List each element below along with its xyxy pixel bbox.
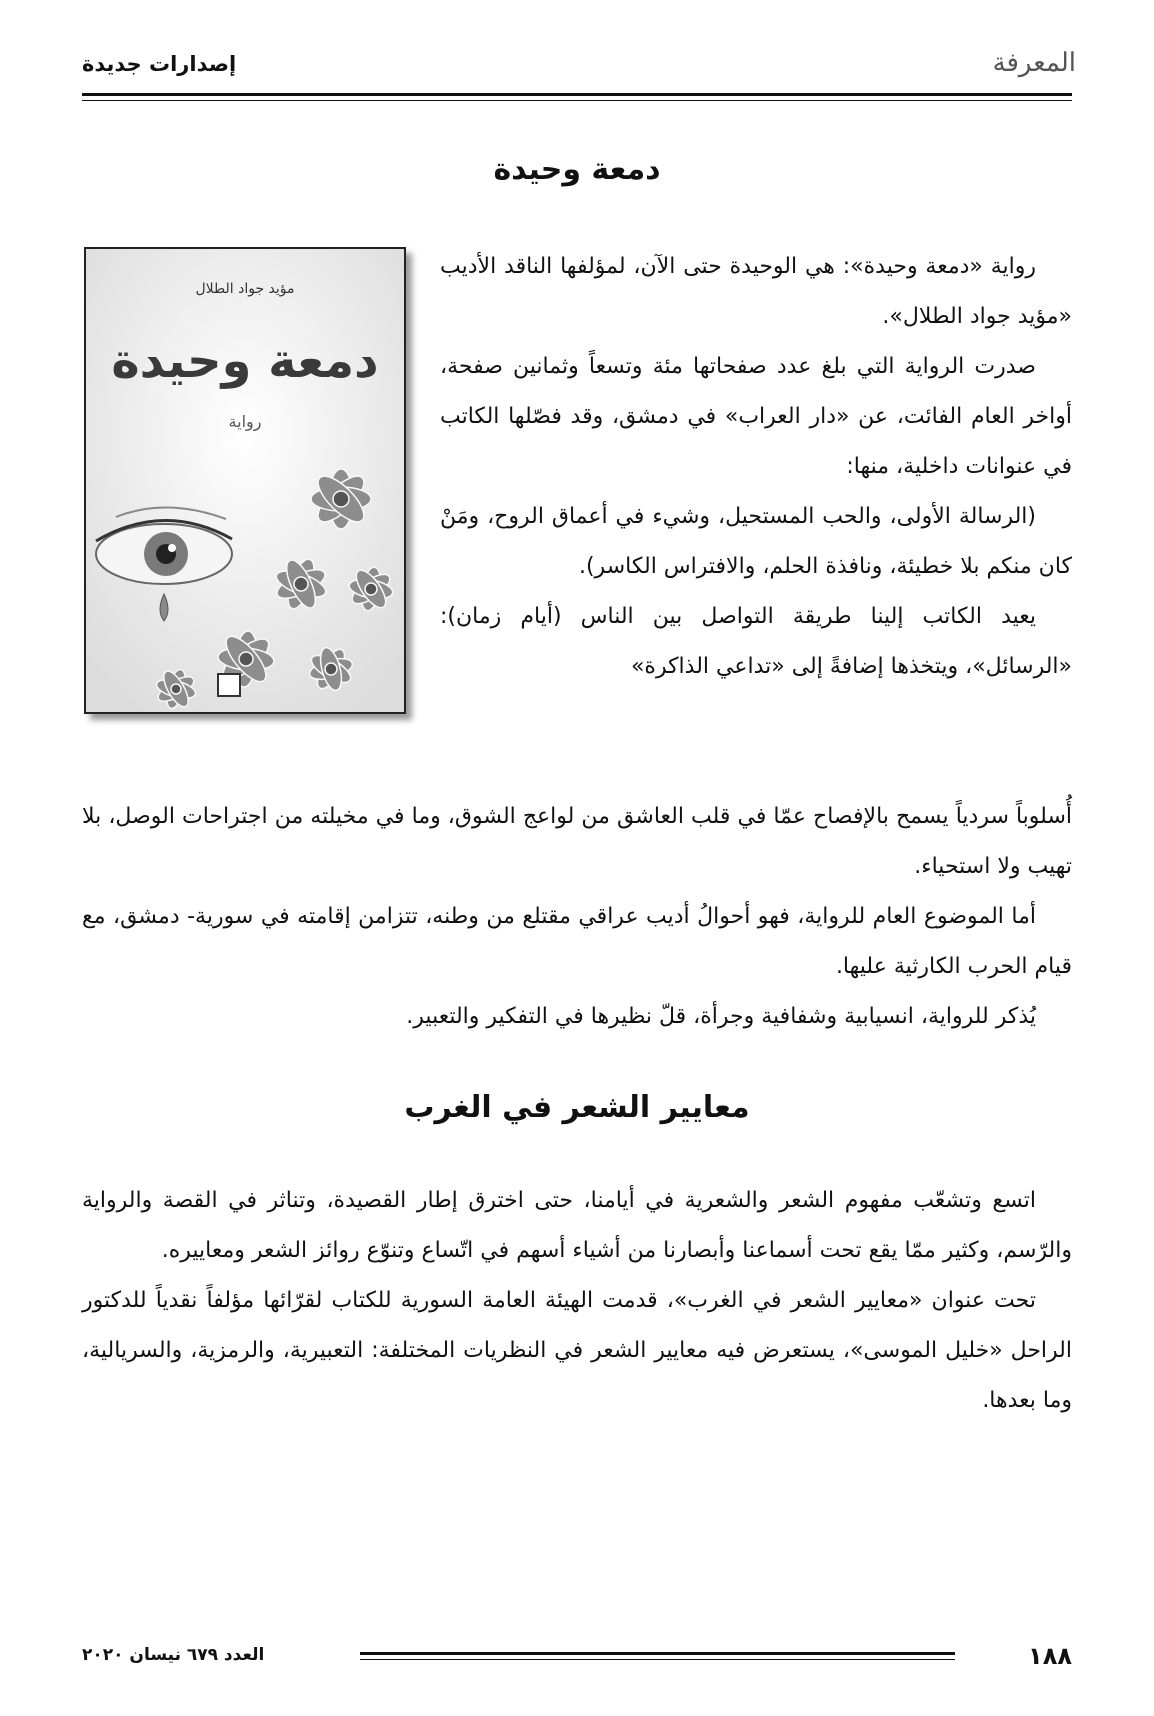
paragraph: صدرت الرواية التي بلغ عدد صفحاتها مئة وتسعاً وثمانين صفحة، أواخر العام الفائت، عن «دار العراب» في دمشق، وقد فصّلها الكاتب في عنوانات داخلية، منها: [440, 354, 1072, 479]
publisher-logo [218, 674, 240, 696]
paragraph: اتسع وتشعّب مفهوم الشعر والشعرية في أيامنا، حتى اخترق إطار القصيدة، وتناثر في القصة والرواية والرّسم، وكثير ممّا يقع تحت أسماعنا وأبصارنا من أشياء أسهم في اتّساع وتنوّع روائز الشعر ومعاييره. [82, 1188, 1072, 1263]
article-title-2: معايير الشعر في الغرب [404, 1090, 750, 1125]
cover-author: مؤيد جواد الطلال [195, 281, 295, 297]
header-divider-thin [82, 100, 1072, 101]
footer-divider-thin [360, 1659, 955, 1660]
paragraph: (الرسالة الأولى، والحب المستحيل، وشيء في أعماق الروح، ومَنْ كان منكم بلا خطيئة، ونافذة الحلم، والافتراس الكاسر). [440, 504, 1072, 579]
issue-info: العدد ٦٧٩ نيسان ٢٠٢٠ [82, 1645, 265, 1665]
article-2-text [82, 1176, 1072, 1426]
paragraph: يُذكر للرواية، انسيابية وشفافية وجرأة، قلّ نظيرها في التفكير والتعبير. [406, 1004, 1036, 1029]
section-title: إصدارات جديدة [82, 52, 237, 76]
cover-title: دمعة وحيدة [111, 333, 379, 389]
header-divider [82, 93, 1072, 96]
paragraph: أُسلوباً سردياً يسمح بالإفصاح عمّا في قلب العاشق من لواعج الشوق، وما في مخيلته من اجتراحات الوصل، بلا تهيب ولا استحياء. [82, 804, 1072, 879]
page-number: ١٨٨ [1028, 1642, 1072, 1670]
article-1-full-text [82, 792, 1072, 1042]
article-title-1: دمعة وحيدة [493, 152, 661, 187]
paragraph: رواية «دمعة وحيدة»: هي الوحيدة حتى الآن، لمؤلفها الناقد الأديب «مؤيد جواد الطلال». [440, 254, 1072, 329]
cover-genre: رواية [228, 412, 262, 431]
article-1-wrapped-text [440, 242, 1072, 692]
paragraph: يعيد الكاتب إلينا طريقة التواصل بين الناس (أيام زمان): «الرسائل»، ويتخذها إضافةً إلى «تداعي الذاكرة» [440, 604, 1072, 679]
magazine-logo: المعرفة [992, 48, 1076, 78]
paragraph: تحت عنوان «معايير الشعر في الغرب»، قدمت الهيئة العامة السورية للكتاب لقرّائها مؤلفاً نقدياً للدكتور الراحل «خليل الموسى»، يستعرض فيه معايير الشعر في النظريات المختلفة: التعبيرية، والرمزية، والسريالية، وما بعدها. [82, 1288, 1072, 1413]
paragraph: أما الموضوع العام للرواية، فهو أحوالُ أديب عراقي مقتلع من وطنه، تتزامن إقامته في سورية- دمشق، مع قيام الحرب الكارثية عليها. [82, 904, 1072, 979]
book-cover-image [84, 247, 406, 714]
footer-divider [360, 1652, 955, 1655]
